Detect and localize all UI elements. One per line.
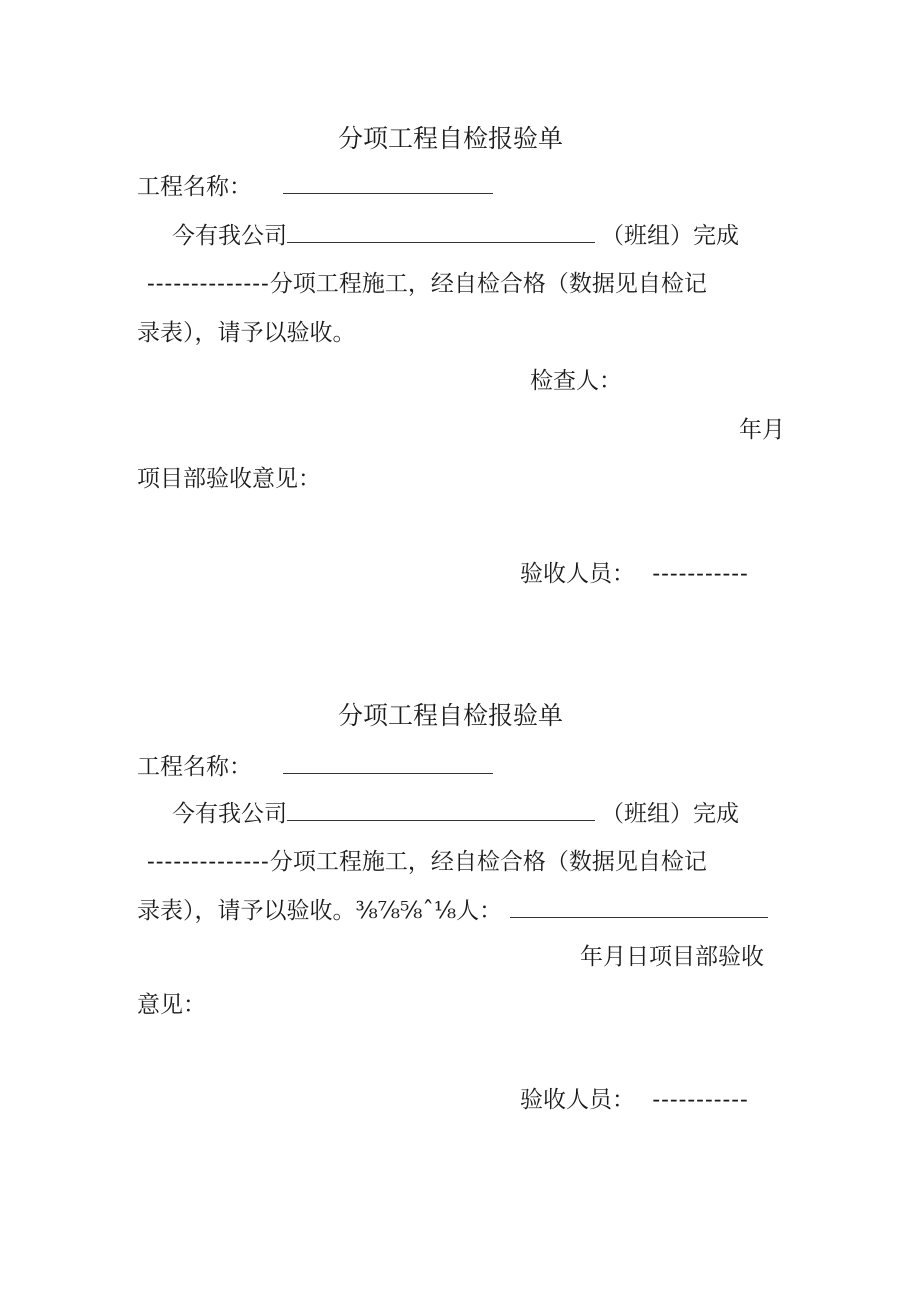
form-title: 分项工程自检报验单 bbox=[338, 701, 564, 730]
date-dept-label: 年月日项目部验收 bbox=[580, 944, 764, 970]
project-name-label: 工程名称： bbox=[137, 174, 252, 200]
project-name-row bbox=[137, 172, 493, 202]
work-row bbox=[147, 847, 707, 877]
project-name-field[interactable] bbox=[283, 753, 493, 774]
intro-prefix: 今有我公司 bbox=[172, 801, 287, 827]
intro-prefix: 今有我公司 bbox=[172, 223, 287, 249]
intro-row bbox=[172, 799, 739, 829]
form-title: 分项工程自检报验单 bbox=[338, 124, 564, 153]
acceptor-label: 验收人员： bbox=[520, 1087, 635, 1113]
work-end-row bbox=[137, 896, 768, 926]
opinion-label: 意见： bbox=[137, 992, 206, 1018]
work-text: 分项工程施工，经自检合格（数据见自检记 bbox=[269, 271, 707, 297]
date-label: 年月 bbox=[739, 417, 785, 443]
company-team-field[interactable] bbox=[287, 222, 595, 243]
work-text: 分项工程施工，经自检合格（数据见自检记 bbox=[269, 849, 707, 875]
team-label: （班组）完成 bbox=[601, 801, 739, 827]
acceptor-row bbox=[520, 559, 749, 589]
work-text-end: 录表），请予以验收。⅜⅞⅝ˆ⅛人： bbox=[137, 898, 503, 924]
acceptor-dashes[interactable]: ----------- bbox=[652, 561, 749, 587]
work-text-end: 录表），请予以验收。 bbox=[137, 320, 356, 346]
project-name-row bbox=[137, 752, 493, 782]
company-team-field[interactable] bbox=[287, 800, 595, 821]
project-name-field[interactable] bbox=[283, 173, 493, 194]
intro-row bbox=[172, 221, 739, 251]
acceptor-dashes[interactable]: ----------- bbox=[652, 1087, 749, 1113]
inspector-field[interactable] bbox=[510, 897, 768, 918]
acceptor-label: 验收人员： bbox=[520, 561, 635, 587]
work-dashes: -------------- bbox=[147, 849, 270, 875]
acceptor-row bbox=[520, 1085, 749, 1115]
inspector-label: 检查人： bbox=[530, 368, 622, 394]
work-dashes: -------------- bbox=[147, 271, 270, 297]
work-row bbox=[147, 269, 707, 299]
dept-opinion-label: 项目部验收意见： bbox=[137, 466, 321, 492]
team-label: （班组）完成 bbox=[601, 223, 739, 249]
project-name-label: 工程名称： bbox=[137, 754, 252, 780]
